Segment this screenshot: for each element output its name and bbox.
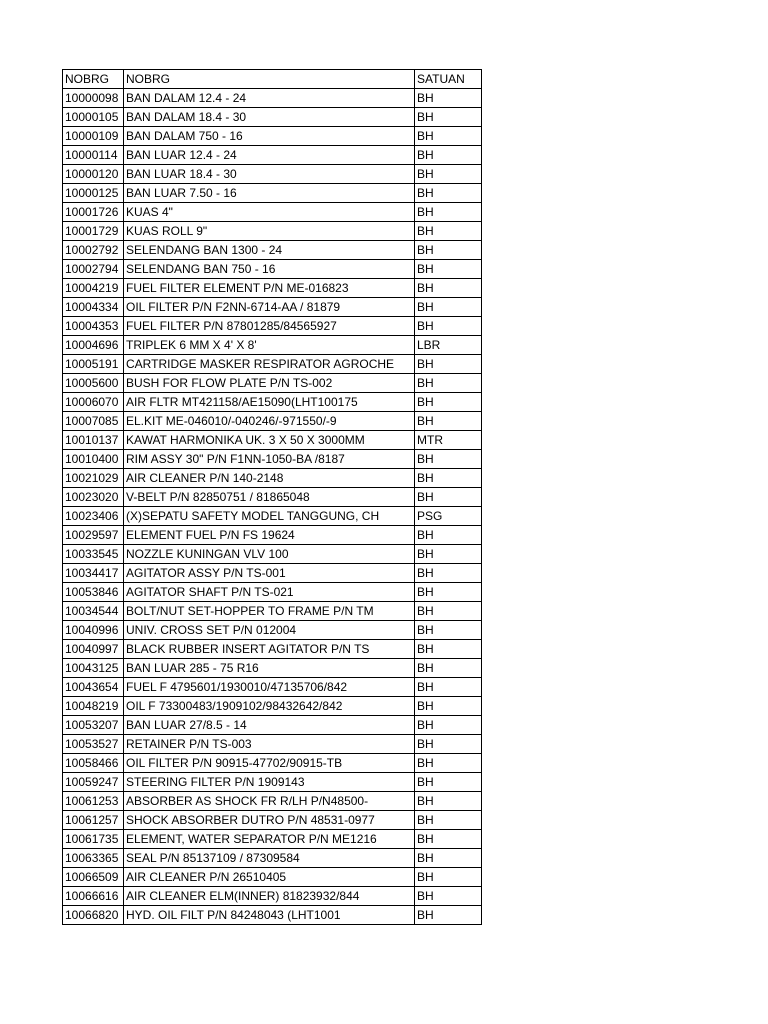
item-unit-cell: BH [415,602,482,621]
item-code-cell: 10001726 [63,203,124,222]
table-row [63,165,482,184]
item-unit-cell: BH [415,621,482,640]
item-name-cell: KUAS ROLL 9" [124,222,415,241]
table-row [63,469,482,488]
item-code-cell: 10033545 [63,545,124,564]
item-table [62,69,482,925]
table-row [63,811,482,830]
table-row [63,450,482,469]
item-unit-cell: BH [415,374,482,393]
item-unit-cell: PSG [415,507,482,526]
item-unit-cell: BH [415,564,482,583]
item-unit-cell: BH [415,526,482,545]
item-code-cell: 10061257 [63,811,124,830]
item-name-cell: BLACK RUBBER INSERT AGITATOR P/N TS [124,640,415,659]
item-unit-cell: BH [415,127,482,146]
item-name-cell: BAN LUAR 27/8.5 - 14 [124,716,415,735]
item-code-cell: 10021029 [63,469,124,488]
item-unit-cell: BH [415,488,482,507]
table-row [63,716,482,735]
item-unit-cell: BH [415,735,482,754]
item-unit-cell: BH [415,450,482,469]
item-name-cell: OIL FILTER P/N F2NN-6714-AA / 81879 [124,298,415,317]
item-unit-cell: BH [415,583,482,602]
item-code-cell: 10059247 [63,773,124,792]
table-row [63,526,482,545]
item-name-cell: RETAINER P/N TS-003 [124,735,415,754]
item-name-cell: AGITATOR SHAFT P/N TS-021 [124,583,415,602]
table-row [63,108,482,127]
item-unit-cell: BH [415,754,482,773]
item-unit-cell: BH [415,89,482,108]
item-name-cell: AIR FLTR MT421158/AE15090(LHT100175 [124,393,415,412]
table-row [63,735,482,754]
item-unit-cell: BH [415,773,482,792]
item-name-cell: BAN LUAR 12.4 - 24 [124,146,415,165]
item-unit-cell: BH [415,260,482,279]
item-unit-cell: BH [415,222,482,241]
item-name-cell: AIR CLEANER ELM(INNER) 81823932/844 [124,887,415,906]
item-unit-cell: BH [415,469,482,488]
item-code-cell: 10048219 [63,697,124,716]
table-row [63,507,482,526]
table-row [63,792,482,811]
item-name-cell: (X)SEPATU SAFETY MODEL TANGGUNG, CH [124,507,415,526]
table-row [63,849,482,868]
table-row [63,887,482,906]
item-code-cell: 10000109 [63,127,124,146]
item-name-cell: AIR CLEANER P/N 26510405 [124,868,415,887]
item-unit-cell: BH [415,697,482,716]
table-row [63,260,482,279]
table-row [63,678,482,697]
item-table-body [63,70,482,925]
item-name-cell: V-BELT P/N 82850751 / 81865048 [124,488,415,507]
item-name-cell: CARTRIDGE MASKER RESPIRATOR AGROCHE [124,355,415,374]
item-name-cell: BOLT/NUT SET-HOPPER TO FRAME P/N TM [124,602,415,621]
table-row [63,697,482,716]
item-name-cell: FUEL F 4795601/1930010/47135706/842 [124,678,415,697]
item-unit-cell: BH [415,887,482,906]
item-unit-cell: BH [415,203,482,222]
item-name-cell: BAN LUAR 18.4 - 30 [124,165,415,184]
item-code-cell: 10010137 [63,431,124,450]
table-row [63,659,482,678]
item-code-cell: 10004219 [63,279,124,298]
table-row [63,146,482,165]
header-row [63,70,482,89]
item-name-cell: SELENDANG BAN 750 - 16 [124,260,415,279]
table-row [63,868,482,887]
item-unit-cell: MTR [415,431,482,450]
table-row [63,906,482,925]
item-unit-cell: BH [415,830,482,849]
item-name-cell: SHOCK ABSORBER DUTRO P/N 48531-0977 [124,811,415,830]
item-name-cell: SEAL P/N 85137109 / 87309584 [124,849,415,868]
item-code-cell: 10000114 [63,146,124,165]
item-name-cell: ELEMENT, WATER SEPARATOR P/N ME1216 [124,830,415,849]
item-code-cell: 10053207 [63,716,124,735]
item-code-cell: 10023020 [63,488,124,507]
item-name-cell: BAN DALAM 750 - 16 [124,127,415,146]
item-name-cell: SELENDANG BAN 1300 - 24 [124,241,415,260]
item-code-cell: 10061735 [63,830,124,849]
table-row [63,184,482,203]
table-row [63,127,482,146]
table-row [63,545,482,564]
item-name-cell: KAWAT HARMONIKA UK. 3 X 50 X 3000MM [124,431,415,450]
item-name-cell: STEERING FILTER P/N 1909143 [124,773,415,792]
item-name-cell: OIL FILTER P/N 90915-47702/90915-TB [124,754,415,773]
item-name-cell: FUEL FILTER ELEMENT P/N ME-016823 [124,279,415,298]
table-row [63,374,482,393]
item-code-cell: 10066509 [63,868,124,887]
item-code-cell: 10053846 [63,583,124,602]
item-unit-cell: BH [415,355,482,374]
table-row [63,640,482,659]
item-code-cell: 10005600 [63,374,124,393]
item-name-cell: RIM ASSY 30" P/N F1NN-1050-BA /8187 [124,450,415,469]
table-row [63,564,482,583]
item-name-cell: BAN DALAM 12.4 - 24 [124,89,415,108]
item-code-cell: 10002794 [63,260,124,279]
item-unit-cell: LBR [415,336,482,355]
item-code-cell: 10010400 [63,450,124,469]
item-name-cell: FUEL FILTER P/N 87801285/84565927 [124,317,415,336]
table-row [63,621,482,640]
item-code-cell: 10063365 [63,849,124,868]
item-code-cell: 10066820 [63,906,124,925]
item-unit-cell: BH [415,545,482,564]
item-name-cell: ELEMENT FUEL P/N FS 19624 [124,526,415,545]
item-unit-cell: BH [415,146,482,165]
item-name-cell: EL.KIT ME-046010/-040246/-971550/-9 [124,412,415,431]
item-code-cell: 10034417 [63,564,124,583]
header-cell-code: NOBRG [63,70,124,89]
item-code-cell: 10004353 [63,317,124,336]
item-code-cell: 10029597 [63,526,124,545]
item-name-cell: OIL F 73300483/1909102/98432642/842 [124,697,415,716]
item-code-cell: 10004334 [63,298,124,317]
table-row [63,602,482,621]
item-name-cell: NOZZLE KUNINGAN VLV 100 [124,545,415,564]
item-code-cell: 10000105 [63,108,124,127]
header-cell-unit: SATUAN [415,70,482,89]
item-code-cell: 10001729 [63,222,124,241]
item-code-cell: 10053527 [63,735,124,754]
item-unit-cell: BH [415,849,482,868]
item-name-cell: BUSH FOR FLOW PLATE P/N TS-002 [124,374,415,393]
item-unit-cell: BH [415,792,482,811]
item-unit-cell: BH [415,868,482,887]
item-unit-cell: BH [415,317,482,336]
item-name-cell: AIR CLEANER P/N 140-2148 [124,469,415,488]
item-code-cell: 10006070 [63,393,124,412]
item-code-cell: 10040996 [63,621,124,640]
table-row [63,488,482,507]
item-unit-cell: BH [415,108,482,127]
item-name-cell: BAN LUAR 7.50 - 16 [124,184,415,203]
item-code-cell: 10000120 [63,165,124,184]
item-unit-cell: BH [415,241,482,260]
table-row [63,431,482,450]
header-cell-name: NOBRG [124,70,415,89]
table-row [63,830,482,849]
item-unit-cell: BH [415,184,482,203]
item-code-cell: 10043654 [63,678,124,697]
table-row [63,298,482,317]
item-code-cell: 10040997 [63,640,124,659]
item-unit-cell: BH [415,640,482,659]
table-row [63,393,482,412]
item-unit-cell: BH [415,659,482,678]
item-unit-cell: BH [415,716,482,735]
table-row [63,583,482,602]
item-code-cell: 10004696 [63,336,124,355]
item-unit-cell: BH [415,279,482,298]
table-row [63,317,482,336]
item-name-cell: AGITATOR ASSY P/N TS-001 [124,564,415,583]
table-row [63,336,482,355]
item-unit-cell: BH [415,412,482,431]
item-unit-cell: BH [415,298,482,317]
item-code-cell: 10000125 [63,184,124,203]
table-row [63,222,482,241]
item-code-cell: 10023406 [63,507,124,526]
table-row [63,241,482,260]
item-code-cell: 10002792 [63,241,124,260]
item-unit-cell: BH [415,165,482,184]
item-unit-cell: BH [415,906,482,925]
item-code-cell: 10005191 [63,355,124,374]
item-name-cell: UNIV. CROSS SET P/N 012004 [124,621,415,640]
item-unit-cell: BH [415,811,482,830]
item-code-cell: 10000098 [63,89,124,108]
table-row [63,355,482,374]
table-row [63,754,482,773]
table-row [63,412,482,431]
item-code-cell: 10066616 [63,887,124,906]
item-name-cell: TRIPLEK 6 MM X 4' X 8' [124,336,415,355]
item-code-cell: 10043125 [63,659,124,678]
table-row [63,279,482,298]
item-code-cell: 10058466 [63,754,124,773]
item-unit-cell: BH [415,678,482,697]
table-row [63,89,482,108]
item-code-cell: 10034544 [63,602,124,621]
item-name-cell: KUAS 4" [124,203,415,222]
item-code-cell: 10007085 [63,412,124,431]
item-name-cell: BAN DALAM 18.4 - 30 [124,108,415,127]
item-code-cell: 10061253 [63,792,124,811]
item-name-cell: HYD. OIL FILT P/N 84248043 (LHT1001 [124,906,415,925]
table-row [63,773,482,792]
item-name-cell: ABSORBER AS SHOCK FR R/LH P/N48500- [124,792,415,811]
item-unit-cell: BH [415,393,482,412]
item-name-cell: BAN LUAR 285 - 75 R16 [124,659,415,678]
table-row [63,203,482,222]
